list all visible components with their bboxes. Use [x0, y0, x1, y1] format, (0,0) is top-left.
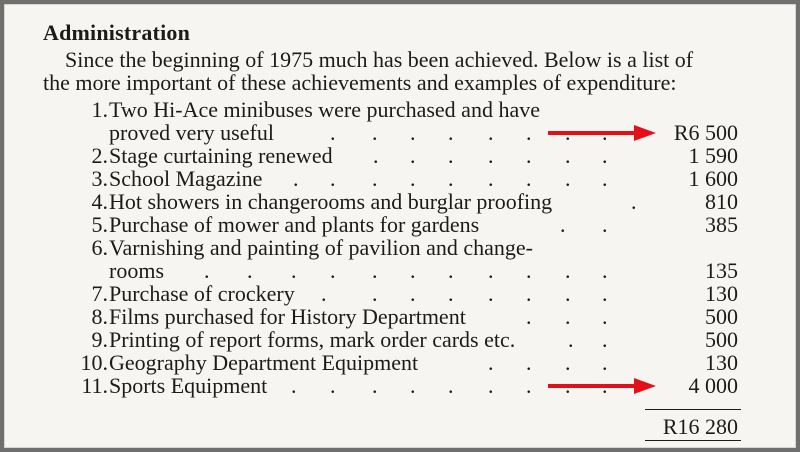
list-item — [4, 213, 796, 236]
item-number: 4. — [91, 189, 108, 214]
item-number: 11. — [81, 373, 108, 398]
leader-dot: . — [526, 143, 532, 168]
item-text: Two Hi-Ace minibuses were purchased and have — [109, 97, 540, 122]
leader-dot: . — [565, 258, 571, 283]
total-rule-top — [645, 409, 741, 410]
total-row — [4, 415, 796, 438]
intro-line-2: the more important of these achievements and examples of expenditure: — [43, 70, 677, 95]
item-number: 7. — [91, 281, 108, 306]
leader-dot: . — [565, 143, 571, 168]
item-amount: 810 — [705, 189, 738, 214]
leader-dot: . — [410, 120, 416, 145]
item-text: Films purchased for History Department — [109, 304, 466, 329]
item-amount: 135 — [705, 258, 738, 283]
leader-dot: . — [602, 327, 608, 352]
item-text: Purchase of mower and plants for gardens — [109, 212, 480, 237]
leader-dot: . — [602, 143, 608, 168]
list-item — [4, 236, 796, 259]
list-item — [4, 282, 796, 305]
leader-dot: . — [526, 258, 532, 283]
leader-dot: . — [410, 373, 416, 398]
list-item-continuation — [4, 259, 796, 282]
leader-dot: . — [488, 258, 494, 283]
item-text: Varnishing and painting of pavilion and change- — [109, 235, 534, 260]
leader-dot: . — [526, 350, 532, 375]
total-amount: R16 280 — [662, 414, 738, 439]
leader-dot: . — [373, 143, 379, 168]
leader-dot: . — [448, 143, 454, 168]
leader-dot: . — [565, 166, 571, 191]
item-text: Purchase of crockery — [109, 281, 295, 306]
leader-dot: . — [602, 212, 608, 237]
leader-dot: . — [565, 304, 571, 329]
item-number: 1. — [91, 97, 108, 122]
leader-dot: . — [372, 373, 378, 398]
leader-dot: . — [602, 166, 608, 191]
leader-dot: . — [526, 373, 532, 398]
list-item — [4, 190, 796, 213]
leader-dot: . — [602, 350, 608, 375]
leader-dot: . — [448, 258, 454, 283]
leader-dot: . — [602, 281, 608, 306]
leader-dot: . — [372, 166, 378, 191]
item-number: 5. — [91, 212, 108, 237]
leader-dot: . — [372, 258, 378, 283]
leader-dot: . — [448, 166, 454, 191]
total-rule-bottom — [645, 440, 741, 441]
list-item — [4, 98, 796, 121]
item-amount: 130 — [705, 281, 738, 306]
item-number: 3. — [91, 166, 108, 191]
leader-dot: . — [410, 281, 416, 306]
leader-dot: . — [526, 304, 532, 329]
leader-dot: . — [321, 281, 327, 306]
list-item — [4, 305, 796, 328]
leader-dot: . — [488, 143, 494, 168]
leader-dot: . — [247, 258, 253, 283]
leader-dot: . — [330, 120, 336, 145]
item-text: Stage curtaining renewed — [109, 143, 333, 168]
item-text: Sports Equipment — [109, 373, 268, 398]
leader-dot: . — [330, 373, 336, 398]
item-amount: 385 — [705, 212, 738, 237]
red-arrow-icon — [548, 125, 656, 141]
leader-dot: . — [372, 281, 378, 306]
document-page — [4, 4, 796, 448]
item-number: 2. — [91, 143, 108, 168]
leader-dot: . — [565, 350, 571, 375]
item-amount: 1 600 — [688, 166, 738, 191]
item-amount: 1 590 — [688, 143, 738, 168]
intro-paragraph — [43, 48, 753, 94]
leader-dot: . — [488, 120, 494, 145]
leader-dot: . — [448, 373, 454, 398]
leader-dot: . — [488, 166, 494, 191]
item-text: School Magazine — [109, 166, 263, 191]
item-amount: 500 — [705, 304, 738, 329]
leader-dot: . — [560, 212, 566, 237]
leader-dot: . — [568, 327, 574, 352]
item-amount: 500 — [705, 327, 738, 352]
item-text-continued: rooms — [109, 258, 164, 283]
leader-dot: . — [526, 281, 532, 306]
item-amount: R6 500 — [673, 120, 738, 145]
list-item — [4, 374, 796, 397]
item-text: Printing of report forms, mark order cards etc. — [109, 327, 516, 352]
leader-dot: . — [291, 373, 297, 398]
leader-dot: . — [602, 258, 608, 283]
leader-dot: . — [372, 120, 378, 145]
item-text-continued: proved very useful — [109, 120, 274, 145]
leader-dot: . — [488, 281, 494, 306]
leader-dot: . — [330, 166, 336, 191]
leader-dot: . — [602, 304, 608, 329]
leader-dot: . — [410, 143, 416, 168]
item-number: 9. — [91, 327, 108, 352]
leader-dot: . — [526, 120, 532, 145]
item-number: 6. — [91, 235, 108, 260]
intro-line-1: Since the beginning of 1975 much has been achieved. Below is a list of — [65, 47, 694, 72]
leader-dot: . — [631, 189, 637, 214]
leader-dot: . — [291, 258, 297, 283]
document-frame — [4, 4, 796, 448]
leader-dot: . — [204, 258, 210, 283]
leader-dot: . — [410, 258, 416, 283]
item-text: Hot showers in changerooms and burglar proofing — [109, 189, 553, 214]
section-heading: Administration — [43, 20, 191, 45]
leader-dot: . — [410, 166, 416, 191]
item-number: 8. — [91, 304, 108, 329]
item-text: Geography Department Equipment — [109, 350, 419, 375]
item-amount: 4 000 — [688, 373, 738, 398]
list-item-continuation — [4, 121, 796, 144]
red-arrow-icon — [548, 378, 656, 394]
leader-dot: . — [293, 166, 299, 191]
list-item — [4, 167, 796, 190]
leader-dot: . — [526, 166, 532, 191]
item-number: 10. — [80, 350, 108, 375]
leader-dot: . — [488, 373, 494, 398]
leader-dot: . — [565, 281, 571, 306]
leader-dot: . — [448, 120, 454, 145]
leader-dot: . — [448, 281, 454, 306]
list-item — [4, 328, 796, 351]
item-amount: 130 — [705, 350, 738, 375]
list-item — [4, 144, 796, 167]
leader-dot: . — [330, 258, 336, 283]
leader-dot: . — [488, 350, 494, 375]
list-item — [4, 351, 796, 374]
